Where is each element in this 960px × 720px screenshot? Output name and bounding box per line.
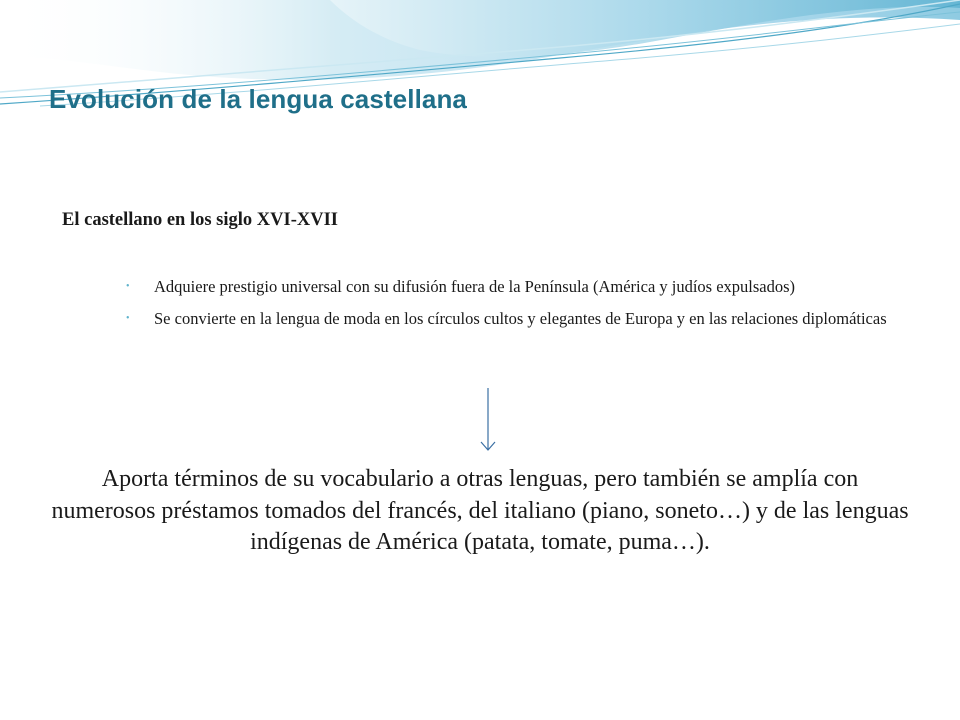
list-item (126, 276, 904, 298)
arrow-down-icon (478, 388, 498, 452)
section-heading: El castellano en los siglo XVI-XVII (62, 210, 338, 230)
bullet-icon: • (126, 281, 130, 292)
bullet-text: Se convierte en la lengua de moda en los círculos cultos y elegantes de Europa y en las relaciones diplomáticas (154, 309, 887, 328)
bullet-list (126, 276, 904, 340)
bullet-icon: • (126, 313, 130, 324)
list-item (126, 308, 904, 330)
bullet-text: Adquiere prestigio universal con su difusión fuera de la Península (América y judíos expulsados) (154, 277, 796, 296)
closing-paragraph: Aporta términos de su vocabulario a otras lenguas, pero también se amplía con numerosos préstamos tomados del francés, del italiano (piano, soneto…) y de las lenguas indígenas de América (patata, tomate, puma…). (51, 466, 909, 555)
slide-title: Evolución de la lengua castellana (49, 84, 467, 114)
wave-band-front (330, 0, 960, 57)
